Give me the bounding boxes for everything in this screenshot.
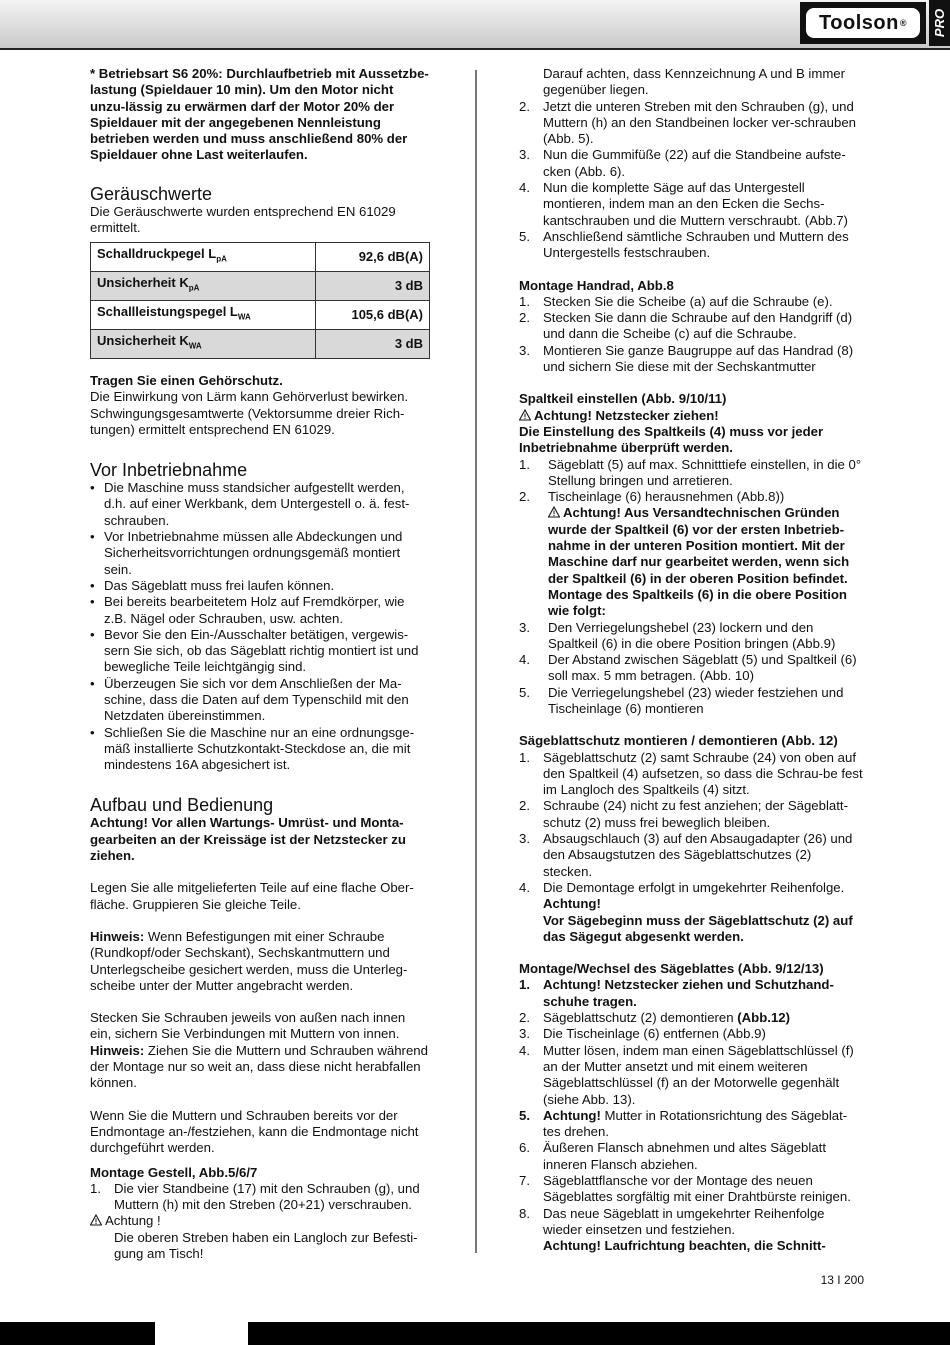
list-item <box>519 977 864 1010</box>
blade-guard-heading: Sägeblattschutz montieren / demontieren (Abb. 12) <box>519 733 838 749</box>
noise-heading: Geräuschwerte <box>90 183 213 204</box>
list-item <box>519 1173 864 1206</box>
step-text: Stecken Sie die Scheibe (a) auf die Schraube (e). <box>543 293 833 309</box>
list-item <box>519 310 864 343</box>
noise-sub: pA <box>188 283 200 293</box>
step-number: 1. <box>519 293 530 309</box>
step-text: Sägeblattschutz (2) samt Schraube (24) von oben auf den Spaltkeil (4) aufsetzen, so dass die Schrau-be fest im Langloch des Spaltkeils (4) sitzt. <box>543 749 863 798</box>
step-text: Das neue Sägeblatt in umgekehrter Reihenfolge wieder einsetzen und festziehen. <box>543 1205 825 1237</box>
list-item <box>519 180 864 229</box>
noise-label: Schallleistungspegel L <box>97 304 238 320</box>
setup-heading: Aufbau und Bedienung <box>90 795 274 816</box>
frame-attention <box>90 1213 430 1229</box>
setup-warning: Achtung! Vor allen Wartungs- Umrüst- und Monta-gearbeiten an der Kreissäge ist der Netzstecker zu ziehen. <box>90 815 406 864</box>
step-text: Montieren Sie ganze Baugruppe auf das Handrad (8) und sichern Sie diese mit der Sechskantmutter <box>543 342 854 375</box>
list-item <box>519 229 864 262</box>
step-number: 2. <box>519 798 530 814</box>
step-attention: Achtung! <box>543 1107 601 1123</box>
noise-label: Schalldruckpegel L <box>97 246 217 262</box>
step-text: Den Verriegelungshebel (23) lockern und den Spaltkeil (6) in die obere Position bringen (Abb.9) <box>548 619 836 651</box>
setup-paragraph: Stecken Sie Schrauben jeweils von außen nach innen ein, sichern Sie Verbindungen mit Muttern von innen. <box>90 1010 406 1042</box>
riving-knife-notice <box>519 505 864 619</box>
footer-gap <box>155 1322 248 1345</box>
noise-row <box>91 301 430 330</box>
step-text: Die Verriegelungshebel (23) wieder festziehen und Tischeinlage (6) montieren <box>548 684 844 716</box>
step-number: 2. <box>519 489 530 505</box>
step-number: 7. <box>519 1173 530 1188</box>
blade-guard-steps <box>519 750 864 897</box>
hint-label: Hinweis: <box>90 928 145 944</box>
list-item: • Schließen Sie die Maschine nur an eine ordnungsge-mäß installierte Schutzkontakt-Steckdose an, die mit mindestens 16A abgesichert ist. <box>90 725 430 774</box>
step-number: 3. <box>519 1026 530 1042</box>
frame-heading: Montage Gestell, Abb.5/6/7 <box>90 1164 258 1180</box>
step-text: Sägeblatt (5) auf max. Schnitttiefe einstellen, in die 0° Stellung bringen und arretieren. <box>548 456 862 488</box>
list-item <box>519 343 864 376</box>
noise-text: Die Geräuschwerte wurden entsprechend EN 61029 ermittelt. <box>90 203 396 236</box>
list-item <box>519 1140 864 1173</box>
step-text: Nun die Gummifüße (22) auf die Standbeine aufste-cken (Abb. 6). <box>543 147 846 179</box>
list-item <box>90 1181 430 1214</box>
step-number: 4. <box>519 1042 530 1058</box>
hint-paragraph <box>90 929 430 994</box>
hint-text: Ziehen Sie die Muttern und Schrauben während der Montage nur so weit an, dass diese nicht herabfallen können. <box>90 1042 428 1091</box>
noise-sub: pA <box>216 254 227 264</box>
step-text: Nun die komplette Säge auf das Untergestell montieren, indem man an den Ecken die Sechs-kantschrauben und die Muttern verschraubt. (Abb.7) <box>543 180 848 228</box>
blade-change-last: Achtung! Laufrichtung beachten, die Schnitt- <box>543 1238 826 1254</box>
step-text: Der Abstand zwischen Sägeblatt (5) und Spaltkeil (6) soll max. 5 mm betragen. (Abb. 10) <box>548 652 857 684</box>
list-item <box>519 489 864 505</box>
step-number: 4. <box>519 652 530 668</box>
step-text: Sägeblattschutz (2) demontieren <box>543 1010 738 1026</box>
list-item <box>519 99 864 148</box>
list-item <box>519 798 864 831</box>
hint-text: Wenn Befestigungen mit einer Schraube (Rundkopf/oder Sechskant), Sechskantmuttern und Unterlegscheibe gesichert werden, muss die Unterleg-scheibe unter der Mutter angebracht werden. <box>90 928 408 993</box>
step-text: Sägeblattflansche vor der Montage des neuen Sägeblattes sorgfältig mit einer Drahtbürste reinigen. <box>543 1173 851 1205</box>
blade-guard-note: Vor Sägebeginn muss der Sägeblattschutz (2) auf das Sägegut abgesenkt werden. <box>543 912 853 944</box>
step-number: 4. <box>519 879 530 895</box>
noise-label: Unsicherheit K <box>97 333 189 349</box>
header-bar <box>0 0 950 50</box>
step-text: Stecken Sie dann die Schraube auf den Handgriff (d) und dann die Scheibe (c) auf die Schraube. <box>543 310 853 342</box>
list-item <box>519 620 864 653</box>
pro-tag <box>929 0 950 46</box>
attention-label: Achtung ! <box>105 1213 161 1229</box>
step-text: Tischeinlage (6) herausnehmen (Abb.8)) <box>548 489 785 505</box>
left-column <box>90 66 430 1262</box>
list-item <box>519 1206 864 1239</box>
noise-row <box>91 243 430 272</box>
frame-steps <box>90 1181 430 1214</box>
step-number: 8. <box>519 1205 530 1221</box>
step-text: Mutter in Rotationsrichtung des Sägeblat-tes drehen. <box>543 1107 848 1140</box>
noise-value: 105,6 dB(A) <box>315 301 429 330</box>
list-item <box>519 147 864 180</box>
setup-paragraph: Legen Sie alle mitgelieferten Teile auf eine flache Ober-fläche. Gruppieren Sie gleiche Teile. <box>90 880 414 912</box>
footer-bar <box>0 1322 950 1345</box>
list-item: • Die Maschine muss standsicher aufgestellt werden, d.h. auf einer Werkbank, dem Untergestell o. ä. fest-schrauben. <box>90 480 430 529</box>
list-item: • Das Sägeblatt muss frei laufen können. <box>90 578 430 594</box>
step-text: Absaugschlauch (3) auf den Absaugadapter (26) und den Absaugstutzen des Sägeblattschutzes (2) stecken. <box>543 831 853 879</box>
step-text: Die Demontage erfolgt in umgekehrter Reihenfolge. <box>543 879 845 895</box>
noise-sub: WA <box>188 341 202 351</box>
step-number: 5. <box>519 1107 530 1123</box>
list-item <box>519 294 864 310</box>
step-text: Achtung! Netzstecker ziehen und Schutzhand-schuhe tragen. <box>543 977 834 1009</box>
step-text: Äußeren Flansch abnehmen und altes Sägeblatt inneren Flansch abziehen. <box>543 1140 826 1172</box>
blade-change-heading: Montage/Wechsel des Sägeblattes (Abb. 9/12/13) <box>519 961 824 977</box>
noise-label: Unsicherheit K <box>97 275 189 291</box>
list-item <box>519 831 864 880</box>
blade-guard-attention: Achtung! <box>543 896 601 912</box>
noise-value: 3 dB <box>315 272 429 301</box>
step-text: Schraube (24) nicht zu fest anziehen; der Sägeblatt-schutz (2) muss frei beweglich bleiben. <box>543 798 848 830</box>
list-item: • Vor Inbetriebnahme müssen alle Abdeckungen und Sicherheitsvorrichtungen ordnungsgemäß montiert sein. <box>90 529 430 578</box>
noise-value: 3 dB <box>315 330 429 359</box>
list-item <box>519 685 864 718</box>
column-divider <box>475 70 477 1253</box>
before-use-list <box>90 480 430 773</box>
step-text: Jetzt die unteren Streben mit den Schrauben (g), und Muttern (h) an den Standbeinen locker ver-schrauben (Abb. 5). <box>543 98 857 147</box>
list-item <box>519 457 864 490</box>
brand-name: Toolson <box>819 11 899 34</box>
step-number: 1. <box>519 749 530 765</box>
step-number: 3. <box>519 147 530 163</box>
step-number: 2. <box>519 98 530 114</box>
step-number: 4. <box>519 180 530 196</box>
list-item: • Bevor Sie den Ein-/Ausschalter betätigen, vergewis-sern Sie sich, ob das Sägeblatt richtig montiert ist und bewegliche Teile leichtgängig sind. <box>90 627 430 676</box>
noise-sub: WA <box>237 312 251 322</box>
noise-table <box>90 242 430 359</box>
riving-knife-steps-continued <box>519 620 864 718</box>
blade-change-steps <box>519 977 864 1238</box>
noise-row <box>91 330 430 359</box>
page-number: 13 I 200 <box>820 1273 864 1287</box>
warning-icon <box>519 409 531 421</box>
step-number: 1. <box>519 977 530 993</box>
list-item <box>519 652 864 685</box>
list-item <box>519 1043 864 1108</box>
step-number: 3. <box>519 342 530 358</box>
frame-steps-continued <box>519 99 864 262</box>
step-number: 6. <box>519 1140 530 1156</box>
registered-mark: ® <box>899 17 907 28</box>
frame-continuation: Darauf achten, dass Kennzeichnung A und B immer gegenüber liegen. <box>543 66 846 98</box>
step-text: Anschließend sämtliche Schrauben und Muttern des Untergestells festschrauben. <box>543 228 849 261</box>
before-use-heading: Vor Inbetriebnahme <box>90 460 248 481</box>
riving-knife-intro: Die Einstellung des Spaltkeils (4) muss vor jeder Inbetriebnahme überprüft werden. <box>519 423 824 456</box>
step-number: 5. <box>519 228 530 244</box>
pro-label: PRO <box>931 8 947 38</box>
handwheel-heading: Montage Handrad, Abb.8 <box>519 277 674 293</box>
step-number: 3. <box>519 831 530 847</box>
list-item: • Überzeugen Sie sich vor dem Anschließen der Ma-schine, dass die Daten auf dem Typenschild mit den Netzdaten übereinstimmen. <box>90 676 430 725</box>
list-item <box>519 1026 864 1042</box>
riving-knife-warning <box>519 408 864 424</box>
list-item <box>519 880 864 896</box>
step-text: Die vier Standbeine (17) mit den Schrauben (g), und Muttern (h) mit den Streben (20+21) verschrauben. <box>114 1180 420 1213</box>
step-number: 3. <box>519 619 530 635</box>
ear-protection-text: Die Einwirkung von Lärm kann Gehörverlust bewirken. Schwingungsgesamtwerte (Vektorsumme dreier Rich-tungen) ermittelt entsprechend EN 61029. <box>90 389 409 437</box>
step-number: 1. <box>519 456 530 472</box>
hint-label: Hinweis: <box>90 1042 145 1058</box>
handwheel-steps <box>519 294 864 375</box>
noise-value: 92,6 dB(A) <box>315 243 429 272</box>
ear-protection-heading: Tragen Sie einen Gehörschutz. <box>90 372 283 388</box>
step-number: 2. <box>519 1010 530 1026</box>
list-item <box>519 750 864 799</box>
step-number: 1. <box>90 1180 101 1196</box>
setup-paragraph: Wenn Sie die Muttern und Schrauben bereits vor der Endmontage an-/festziehen, kann die Endmontage nicht durchgeführt werden. <box>90 1107 419 1156</box>
operating-mode-note: * Betriebsart S6 20%: Durchlaufbetrieb mit Aussetzbe-lastung (Spieldauer 10 min). Um den Motor nicht unzu-lässig zu erwärmen darf der Motor 20% der Spieldauer mit der angegebenen Nennleistung betrieben werden und muss anschließend 80% der Spieldauer ohne Last weiterlaufen. <box>90 66 429 163</box>
noise-row <box>91 272 430 301</box>
right-column <box>519 66 864 1254</box>
step-text: Die Tischeinlage (6) entfernen (Abb.9) <box>543 1026 766 1042</box>
riving-knife-heading: Spaltkeil einstellen (Abb. 9/10/11) <box>519 391 727 407</box>
frame-note: Die oberen Streben haben ein Langloch zur Befesti-gung am Tisch! <box>114 1229 418 1261</box>
list-item: • Bei bereits bearbeitetem Holz auf Fremdkörper, wie z.B. Nägel oder Schrauben, usw. achten. <box>90 594 430 627</box>
hint-paragraph <box>90 1043 430 1092</box>
warning-text: Achtung! Netzstecker ziehen! <box>534 407 719 423</box>
notice-text: Achtung! Aus Versandtechnischen Gründen wurde der Spaltkeil (6) vor der ersten Inbetrieb-nahme in der unteren Position montiert. Mit der Maschine darf nur gearbeitet werden, wenn sich der Spaltkeil (6) in der oberen Position befindet. Montage des Spaltkeils (6) in die obere Position wie folgt: <box>548 505 850 619</box>
step-reference: (Abb.12) <box>737 1010 791 1026</box>
step-number: 5. <box>519 684 530 700</box>
warning-icon <box>90 1214 102 1226</box>
toolson-logo <box>800 2 926 44</box>
list-item <box>519 1108 864 1141</box>
step-text: Mutter lösen, indem man einen Sägeblattschlüssel (f) an der Mutter ansetzt und mit einem weiteren Sägeblattschlüssel (f) an der Motorwelle gegenhält (siehe Abb. 13). <box>543 1042 854 1107</box>
warning-icon <box>548 506 560 518</box>
step-number: 2. <box>519 310 530 326</box>
list-item <box>519 1010 864 1026</box>
riving-knife-steps <box>519 457 864 506</box>
